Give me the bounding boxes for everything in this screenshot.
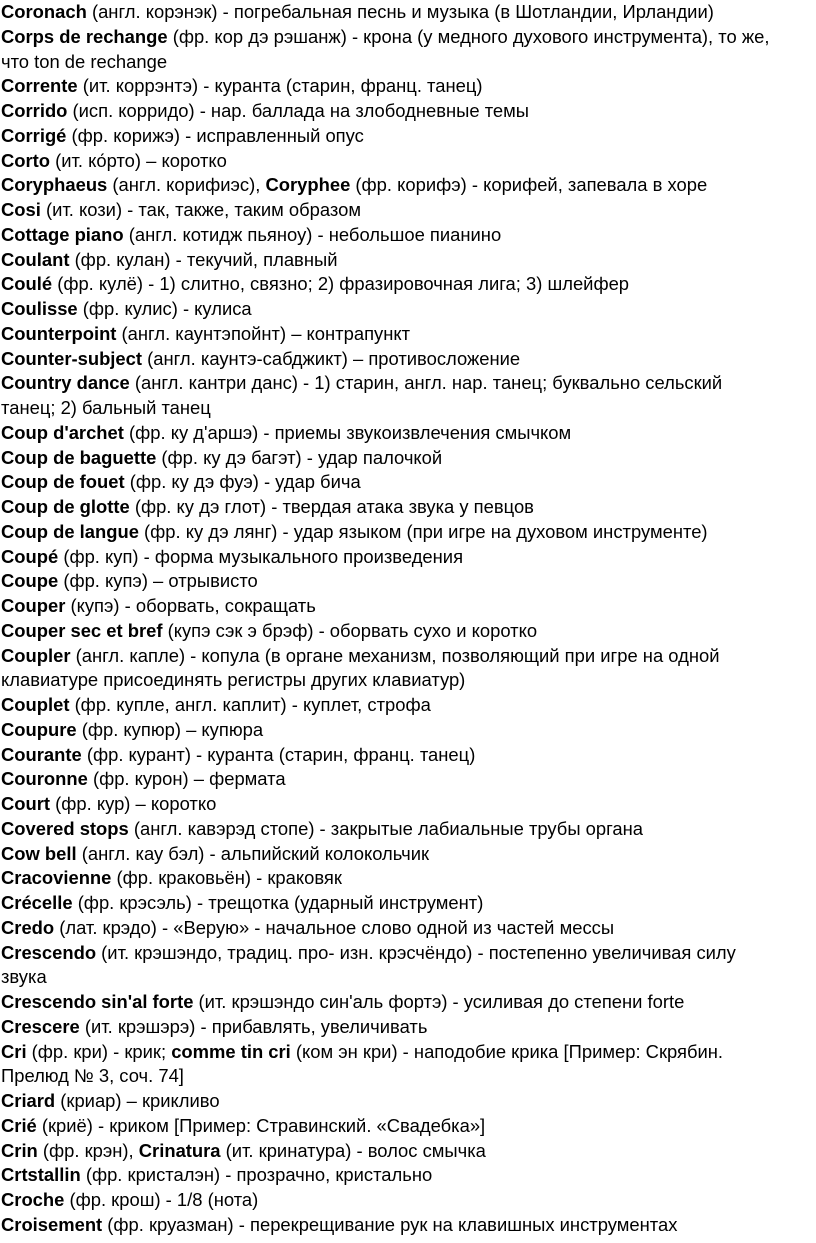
entry-definition: (англ. корэнэк) - погребальная песнь и музыка (в Шотландии, Ирландии) — [86, 1, 714, 22]
dictionary-entry — [1, 1015, 771, 1040]
entry-definition: (фр. курон) – фермата — [87, 768, 286, 790]
dictionary-entry — [1, 1213, 771, 1238]
entry-definition: (фр. кулё) - 1) слитно, связно; 2) фразировочная лига; 3) шлейфер — [52, 273, 630, 295]
dictionary-entry — [1, 891, 771, 916]
entry-definition: (фр. кулис) - кулиса — [77, 298, 252, 319]
entry-definition: (криар) – крикливо — [55, 1090, 220, 1111]
entry-definition: (ком эн кри) - наподобие крика [Пример: Скрябин. Прелюд № 3, соч. 74] — [1, 1040, 724, 1087]
dictionary-entry — [1, 470, 771, 495]
entry-definition: (ит. крэшэрэ) - прибавлять, увеличивать — [79, 1015, 428, 1037]
dictionary-entry — [1, 322, 771, 347]
entry-term: Coronach — [1, 1, 87, 22]
entry-term: Cottage piano — [1, 223, 124, 245]
entry-term: Coup de baguette — [1, 446, 157, 468]
entry-definition: (англ. каунтэ-сабджикт) – противосложение — [142, 347, 521, 369]
entry-definition: (фр. курант) - куранта (старин, франц. танец) — [81, 743, 476, 765]
entry-definition: (фр. ку д'аршэ) - приемы звукоизвлечения смычком — [123, 421, 572, 443]
entry-definition: (англ. кантри данс) - 1) старин, англ. нар. танец; буквально сельский танец; 2) бальный танец — [1, 372, 723, 418]
entry-term: Coup de glotte — [1, 496, 130, 517]
dictionary-entry — [1, 842, 771, 867]
entry-term: Croche — [1, 1189, 65, 1210]
entry-term: Couper sec et bref — [1, 619, 163, 641]
entry-term: Cosi — [1, 199, 41, 220]
entry-term: Credo — [1, 916, 55, 938]
entry-definition: (фр. краковьён) - краковяк — [111, 867, 342, 889]
dictionary-entry — [1, 1089, 771, 1114]
entry-definition: (ит. кринатура) - волос смычка — [220, 1139, 486, 1161]
entry-term: Cri — [1, 1040, 27, 1062]
dictionary-entry — [1, 1040, 771, 1090]
entry-term: Coupé — [1, 545, 59, 567]
entry-term: Croisement — [1, 1213, 103, 1235]
entry-term: Crescere — [1, 1015, 80, 1037]
dictionary-entry — [1, 124, 771, 149]
entry-definition: (фр. круазман) - перекрещивание рук на клавишных инструментах — [102, 1213, 678, 1235]
entry-term: Coupure — [1, 718, 77, 740]
entry-term: Covered stops — [1, 817, 129, 839]
entry-definition: (фр. корижэ) - исправленный опус — [66, 124, 364, 146]
dictionary-entry — [1, 347, 771, 372]
entry-definition: (англ. каунтэпойнт) – контрапункт — [116, 322, 411, 344]
entry-definition: (фр. купле, англ. каплит) - куплет, строфа — [69, 694, 431, 715]
entry-definition: (фр. ку дэ лянг) - удар языком (при игре на духовом инструменте) — [138, 520, 708, 542]
entry-definition: (криё) - криком [Пример: Стравинский. «Свадебка»] — [36, 1114, 486, 1136]
entry-term: Cracovienne — [1, 867, 112, 889]
entry-definition: (англ. корифиэс), — [107, 174, 266, 196]
entry-definition: (фр. купэ) – отрывисто — [58, 570, 258, 592]
entry-definition: (лат. крэдо) - «Верую» - начальное слово одной из частей мессы — [54, 916, 615, 938]
entry-definition: (исп. корридо) - нар. баллада на злободневные темы — [67, 100, 529, 121]
entry-definition: (англ. кау бэл) - альпийский колокольчик — [76, 842, 430, 864]
entry-term: Crtstallin — [1, 1164, 81, 1186]
entry-definition: (фр. кристалэн) - прозрачно, кристально — [80, 1164, 433, 1186]
dictionary-entry — [1, 173, 771, 198]
entry-definition: (ит. коррэнтэ) - куранта (старин, франц. танец) — [77, 75, 483, 97]
entry-definition: (фр. кур) – коротко — [50, 793, 217, 814]
dictionary-entry — [1, 198, 771, 223]
entry-term: Coulant — [1, 248, 70, 270]
entry-definition: (купэ) - оборвать, сокращать — [65, 595, 316, 616]
dictionary-entry — [1, 248, 771, 273]
entry-definition: (ит. крэшэндо, традиц. про- изн. крэсчёндо) - постепенно увеличивая силу звука — [1, 941, 736, 988]
dictionary-entry — [1, 297, 771, 322]
entry-definition: (фр. корифэ) - корифей, запевала в хоре — [350, 174, 708, 196]
entry-definition: (фр. кулан) - текучий, плавный — [69, 248, 338, 270]
dictionary-entry — [1, 743, 771, 768]
entry-definition: (фр. купюр) – купюра — [76, 718, 264, 740]
entry-term: Couplet — [1, 694, 70, 715]
entry-definition: (фр. крэсэль) - трещотка (ударный инструмент) — [72, 892, 484, 913]
dictionary-entry — [1, 545, 771, 570]
entry-definition: (фр. крэн), — [37, 1139, 139, 1161]
entry-term: Counter-subject — [1, 347, 143, 369]
dictionary-entry — [1, 74, 771, 99]
entry-term: Corto — [1, 149, 51, 171]
entry-term: Coupe — [1, 570, 59, 592]
entry-term: Crescendo — [1, 941, 97, 963]
dictionary-entry — [1, 619, 771, 644]
dictionary-entry — [1, 990, 771, 1015]
entry-term: Corrente — [1, 75, 78, 97]
dictionary-entry — [1, 767, 771, 792]
entry-definition: (фр. ку дэ багэт) - удар палочкой — [156, 446, 443, 468]
dictionary-entry — [1, 1139, 771, 1164]
entry-term: Coup de langue — [1, 520, 139, 542]
entry-definition: (ит. крэшэндо син'аль фортэ) - усиливая до степени forte — [193, 991, 685, 1012]
entry-term: Court — [1, 793, 51, 814]
entry-term: Coulisse — [1, 298, 78, 319]
entry-term: Corps de rechange — [1, 25, 168, 47]
entry-term: Coulé — [1, 273, 53, 295]
dictionary-entry — [1, 916, 771, 941]
entry-term: comme tin cri — [171, 1040, 291, 1062]
entry-term: Cow bell — [1, 842, 77, 864]
dictionary-entry — [1, 371, 771, 421]
entry-definition: (фр. ку дэ глот) - твердая атака звука у певцов — [129, 496, 534, 517]
entry-term: Counterpoint — [1, 322, 117, 344]
entry-definition: (англ. кавэрэд стопе) - закрытые лабиальные трубы органа — [128, 817, 644, 839]
entry-term: Crescendo sin'al forte — [1, 991, 194, 1012]
dictionary-entry — [1, 817, 771, 842]
dictionary-entry — [1, 718, 771, 743]
entry-term: Crinatura — [138, 1139, 221, 1161]
entry-definition: (фр. куп) - форма музыкального произведения — [58, 545, 464, 567]
dictionary-entry — [1, 0, 771, 74]
dictionary-entry — [1, 866, 771, 891]
entry-definition: (фр. кор дэ рэшанж) - крона (у медного духового инструмента), то же, что ton de rechange — [1, 25, 770, 72]
entry-definition: (фр. крош) - 1/8 (нота) — [64, 1189, 259, 1210]
dictionary-entry — [1, 792, 771, 817]
entry-term: Coupler — [1, 644, 71, 666]
entry-term: Criard — [1, 1090, 56, 1111]
dictionary-entry — [1, 520, 771, 545]
entry-definition: (англ. котидж пьяноу) - небольшое пианино — [123, 223, 502, 245]
dictionary-entry — [1, 421, 771, 446]
dictionary-entry — [1, 446, 771, 471]
dictionary-entry — [1, 594, 771, 619]
entry-definition: (ит. ко́рто) – коротко — [50, 149, 227, 171]
dictionary-entry — [1, 495, 771, 520]
entry-definition: (фр. ку дэ фуэ) - удар бича — [124, 471, 361, 493]
entry-term: Corrigé — [1, 124, 67, 146]
entry-term: Coup d'archet — [1, 421, 124, 443]
dictionary-entry — [1, 569, 771, 594]
entry-term: Crin — [1, 1139, 38, 1161]
entry-definition: (англ. капле) - копула (в органе механизм, позволяющий при игре на одной клавиатуре присоединять регистры других клавиатур) — [1, 644, 720, 691]
entry-term: Crié — [1, 1114, 37, 1136]
dictionary-entry — [1, 941, 771, 991]
dictionary-entry — [1, 644, 771, 694]
dictionary-entry — [1, 1188, 771, 1213]
entry-definition: (ит. кози) - так, также, таким образом — [40, 199, 361, 220]
dictionary-entry — [1, 223, 771, 248]
dictionary-entry — [1, 272, 771, 297]
entry-term: Crécelle — [1, 892, 73, 913]
entry-definition: (фр. кри) - крик; — [26, 1040, 172, 1062]
entry-term: Couper — [1, 595, 66, 616]
entry-definition: (купэ сэк э брэф) - оборвать сухо и коротко — [162, 619, 538, 641]
dictionary-entry — [1, 149, 771, 174]
entry-term: Coryphaeus — [1, 174, 108, 196]
entry-term: Coryphee — [265, 174, 351, 196]
dictionary-entry — [1, 1114, 771, 1139]
entry-term: Couronne — [1, 768, 88, 790]
dictionary-entry — [1, 693, 771, 718]
entry-term: Country dance — [1, 372, 130, 394]
entry-term: Coup de fouet — [1, 471, 125, 493]
dictionary-entry — [1, 1163, 771, 1188]
dictionary-entry — [1, 99, 771, 124]
entry-term: Courante — [1, 743, 82, 765]
entry-term: Corrido — [1, 100, 68, 121]
